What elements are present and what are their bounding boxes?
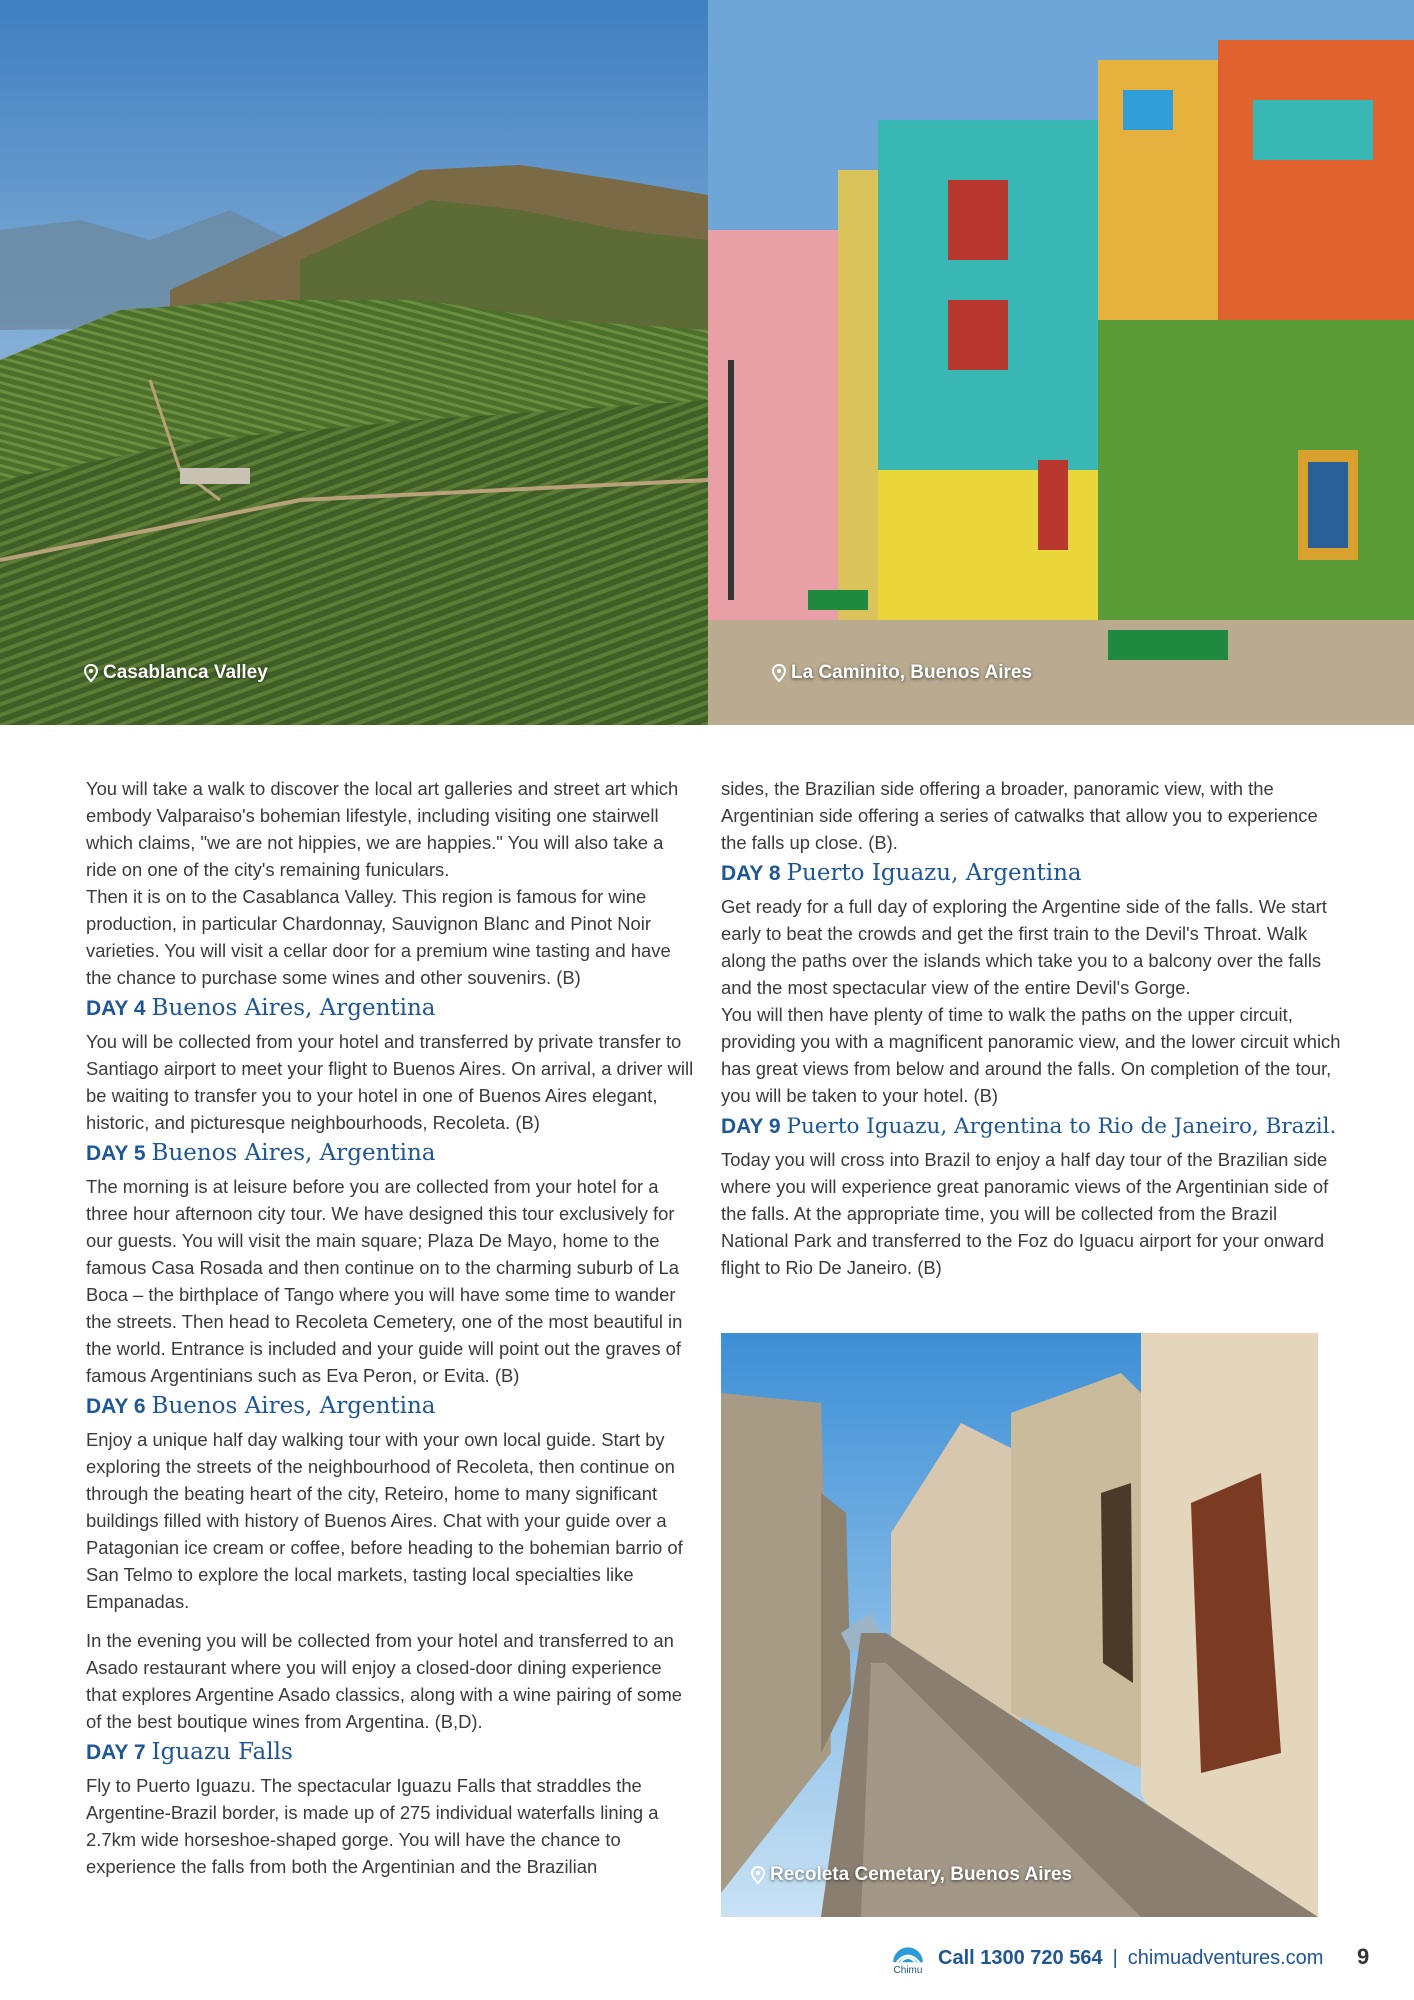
- day-place: Buenos Aires, Argentina: [151, 995, 436, 1021]
- day-text: Enjoy a unique half day walking tour with your own local guide. Start by exploring the streets of the neighbourhood of Recoleta, then continue on through the beating heart of the city, Reteiro, home to many significant buildings filled with history of Buenos Aires. Chat with your guide over a Patagonian ice cream or coffee, before heading to the bohemian barrio of San Telmo to explore the local markets, tasting local specialties like Empanadas.: [86, 1429, 683, 1612]
- day-heading: [86, 995, 696, 1022]
- footer-separator: |: [1112, 1946, 1118, 1969]
- day-text: Today you will cross into Brazil to enjoy a half day tour of the Brazilian side where you will experience great panoramic views of the Argentinian side of the falls. At the appropriate time, you will be collected from the Brazil National Park and transferred to the Foz do Iguacu airport for your onward flight to Rio De Janeiro. (B): [721, 1149, 1329, 1278]
- day-heading: [86, 1393, 696, 1420]
- casablanca-valley-caption: [84, 662, 268, 684]
- day-text: You will be collected from your hotel and transferred by private transfer to Santiago airport to meet your flight to Buenos Aires. On arrival, a driver will be waiting to transfer you to your hotel in one of Buenos Aires elegant, historic, and picturesque neighbourhoods, Recoleta. (B): [86, 1031, 694, 1133]
- caption-text: Recoleta Cemetary, Buenos Aires: [770, 1864, 1073, 1885]
- page-number: 9: [1357, 1944, 1370, 1969]
- recoleta-cemetery-caption: [751, 1864, 1072, 1886]
- la-caminito-caption: [772, 662, 1032, 684]
- location-pin-icon: [84, 664, 98, 682]
- phone-link[interactable]: Call 1300 720 564: [938, 1946, 1103, 1969]
- casablanca-valley-photo: [0, 0, 708, 725]
- location-pin-icon: [772, 664, 786, 682]
- day-text: In the evening you will be collected from your hotel and transferred to an Asado restaurant where you will enjoy a closed-door dining experience that explores Argentine Asado classics, along with a wine pairing of some of the best boutique wines from Argentina. (B,D).: [86, 1630, 682, 1732]
- right-column: [721, 775, 1341, 1285]
- day-text: The morning is at leisure before you are collected from your hotel for a three hour afternoon city tour. We have designed this tour exclusively for our guests. You will visit the main square; Plaza De Mayo, home to the famous Casa Rosada and then continue on to the charming suburb of La Boca – the birthplace of Tango where you will have some time to wander the streets. Then head to Recoleta Cemetery, one of the most beautiful in the world. Entrance is included and your guide will point out the graves of famous Argentinians such as Eva Peron, or Evita. (B): [86, 1176, 683, 1386]
- chimu-logo-text: Chimu: [893, 1965, 923, 1976]
- day-label: DAY 9: [721, 1115, 781, 1138]
- day-text: Get ready for a full day of exploring the Argentine side of the falls. We start early to beat the crowds and get the first train to the Devil's Throat. Walk along the paths over the islands which take you to a balcony over the falls and the most spectacular view of the entire Devil's Gorge.: [721, 896, 1327, 998]
- day-label: DAY 5: [86, 1142, 146, 1165]
- day-label: DAY 8: [721, 862, 781, 885]
- left-column: [86, 775, 696, 1884]
- day-place: Iguazu Falls: [151, 1739, 293, 1765]
- la-caminito-photo: [708, 0, 1414, 725]
- chimu-logo-icon: [888, 1940, 928, 1966]
- day-text: Fly to Puerto Iguazu. The spectacular Iguazu Falls that straddles the Argentine-Brazil border, is made up of 275 individual waterfalls lining a 2.7km wide horseshoe-shaped gorge. You will have the chance to experience the falls from both the Argentinian and the Brazilian: [86, 1775, 659, 1877]
- day-heading: [721, 1113, 1341, 1140]
- day-place: Buenos Aires, Argentina: [151, 1140, 436, 1166]
- day-place: Buenos Aires, Argentina: [151, 1393, 436, 1419]
- day-label: DAY 7: [86, 1741, 146, 1764]
- day-text: You will then have plenty of time to walk the paths on the upper circuit, providing you with a magnificent panoramic view, and the lower circuit which has great views from below and around the falls. On completion of the tour, you will be taken to your hotel. (B): [721, 1004, 1341, 1106]
- intro-paragraph: Then it is on to the Casablanca Valley. This region is famous for wine production, in particular Chardonnay, Sauvignon Blanc and Pinot Noir varieties. You will visit a cellar door for a premium wine tasting and have the chance to purchase some wines and other souvenirs. (B): [86, 886, 671, 988]
- caption-text: La Caminito, Buenos Aires: [791, 662, 1033, 683]
- intro-paragraph: You will take a walk to discover the local art galleries and street art which embody Valparaiso's bohemian lifestyle, including visiting one stairwell which claims, "we are not hippies, we are happies." You will also take a ride on one of the city's remaining funiculars.: [86, 778, 679, 880]
- day-label: DAY 6: [86, 1395, 146, 1418]
- day-heading: [86, 1739, 696, 1766]
- website-link[interactable]: chimuadventures.com: [1127, 1946, 1324, 1969]
- day-place: Puerto Iguazu, Argentina: [786, 860, 1082, 886]
- recoleta-cemetery-photo: [721, 1333, 1318, 1917]
- chimu-logo: [888, 1940, 928, 1976]
- caption-text: Casablanca Valley: [103, 662, 268, 683]
- footer: [888, 1938, 1323, 1978]
- day-heading: [721, 860, 1341, 887]
- location-pin-icon: [751, 1866, 765, 1884]
- continued-text: sides, the Brazilian side offering a broader, panoramic view, with the Argentinian side offering a series of catwalks that allow you to experience the falls up close. (B).: [721, 778, 1318, 853]
- day-place: Puerto Iguazu, Argentina to Rio de Janeiro, Brazil.: [786, 1114, 1337, 1139]
- day-label: DAY 4: [86, 997, 146, 1020]
- day-heading: [86, 1140, 696, 1167]
